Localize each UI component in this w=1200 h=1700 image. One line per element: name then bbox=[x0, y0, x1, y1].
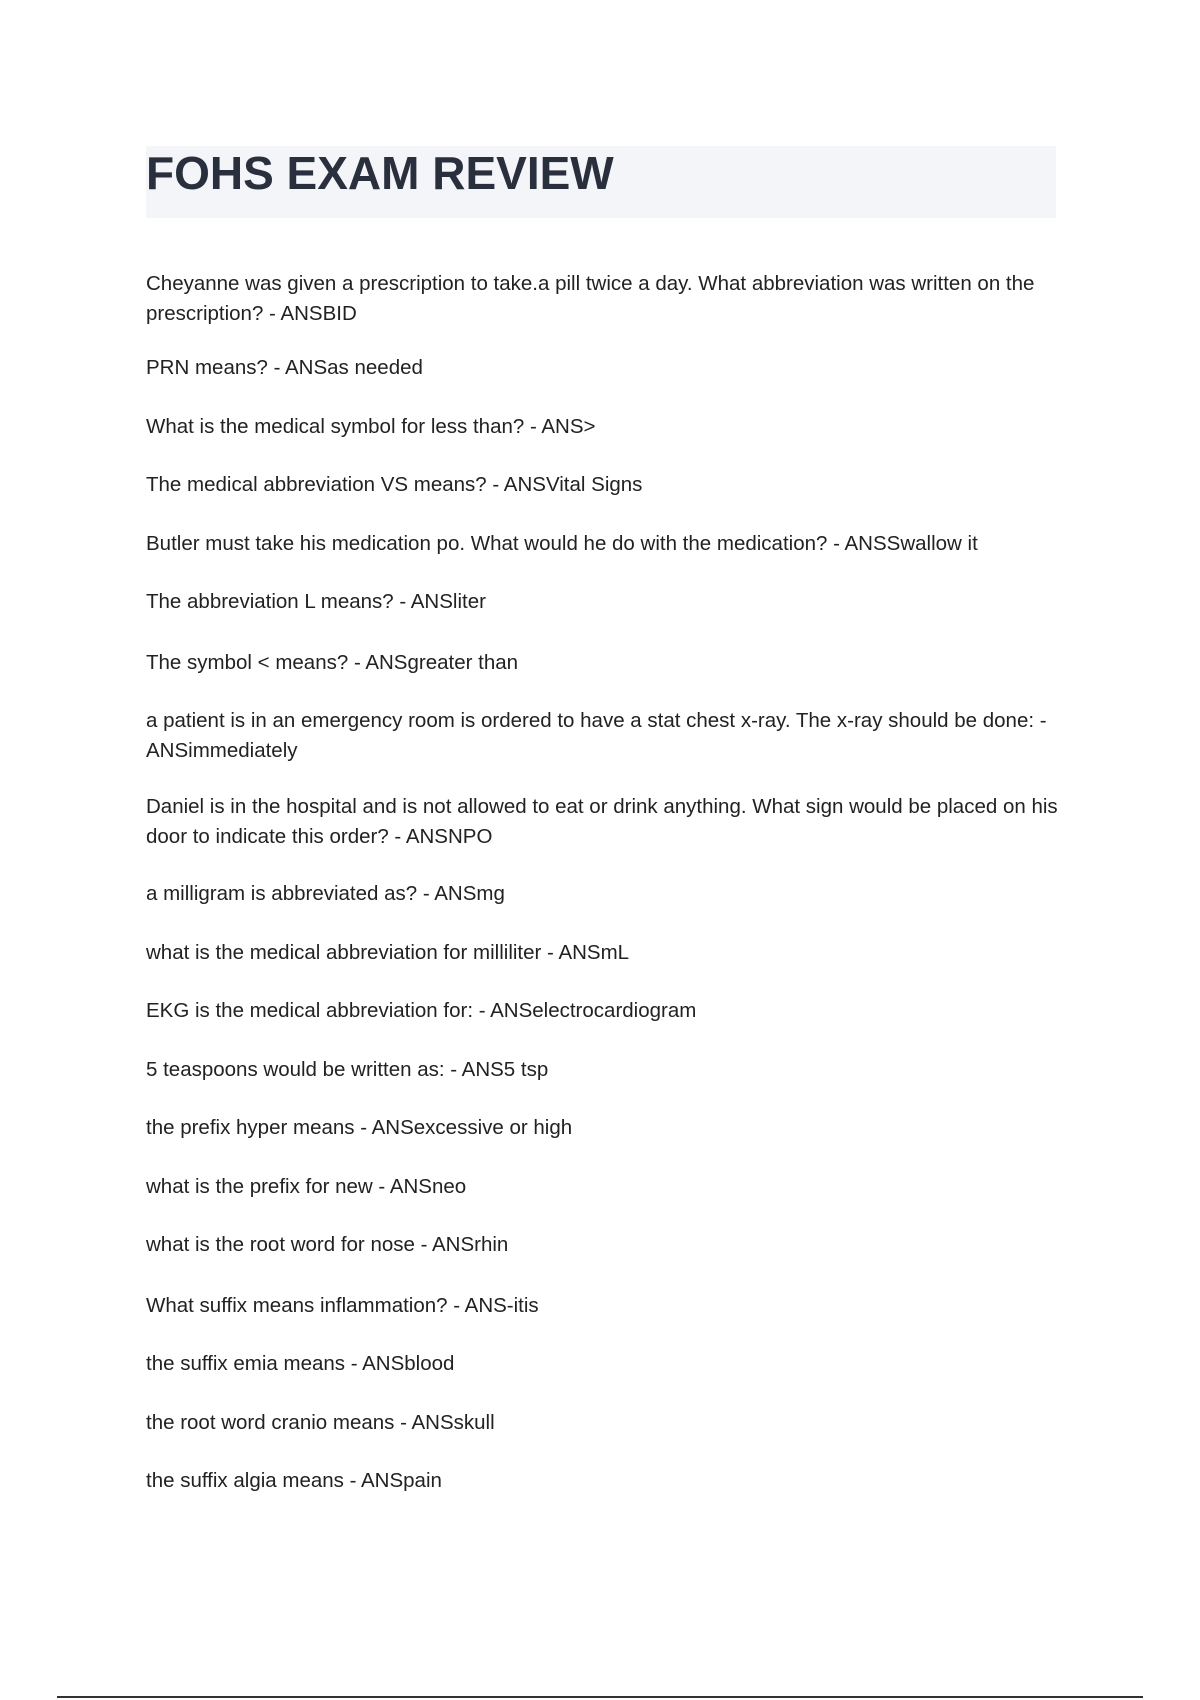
page-title: FOHS EXAM REVIEW bbox=[146, 147, 614, 199]
qa-item: the prefix hyper means - ANSexcessive or high bbox=[146, 1116, 573, 1139]
qa-item: The abbreviation L means? - ANSliter bbox=[146, 590, 486, 613]
qa-item: The symbol < means? - ANSgreater than bbox=[146, 650, 519, 674]
qa-item: Butler must take his medication po. What would he do with the medication? - ANSSwallow it bbox=[146, 531, 978, 555]
qa-item: what is the prefix for new - ANSneo bbox=[146, 1174, 467, 1198]
qa-item: a patient is in an emergency room is ordered to have a stat chest x-ray. The x-ray should be done: - ANSimmediately bbox=[146, 709, 1047, 762]
qa-item: What suffix means inflammation? - ANS-itis bbox=[146, 1293, 539, 1317]
qa-item: PRN means? - ANSas needed bbox=[146, 356, 423, 379]
qa-item: Daniel is in the hospital and is not allowed to eat or drink anything. What sign would be placed on his door to indicate this order? - ANSNPO bbox=[146, 795, 1058, 848]
footer-divider bbox=[57, 1696, 1143, 1698]
qa-item: the suffix algia means - ANSpain bbox=[146, 1469, 442, 1492]
qa-item: What is the medical symbol for less than? - ANS> bbox=[146, 414, 596, 438]
qa-list bbox=[146, 269, 1066, 1496]
qa-item: 5 teaspoons would be written as: - ANS5 tsp bbox=[146, 1057, 549, 1081]
qa-item: the suffix emia means - ANSblood bbox=[146, 1352, 455, 1375]
qa-item: The medical abbreviation VS means? - ANSVital Signs bbox=[146, 473, 643, 496]
qa-item: a milligram is abbreviated as? - ANSmg bbox=[146, 882, 505, 905]
qa-item: what is the root word for nose - ANSrhin bbox=[146, 1233, 509, 1256]
qa-item: Cheyanne was given a prescription to take.a pill twice a day. What abbreviation was written on the prescription? - ANSBID bbox=[146, 272, 1035, 325]
qa-item: what is the medical abbreviation for milliliter - ANSmL bbox=[146, 940, 630, 964]
qa-item: the root word cranio means - ANSskull bbox=[146, 1410, 495, 1434]
qa-item: EKG is the medical abbreviation for: - ANSelectrocardiogram bbox=[146, 999, 697, 1022]
